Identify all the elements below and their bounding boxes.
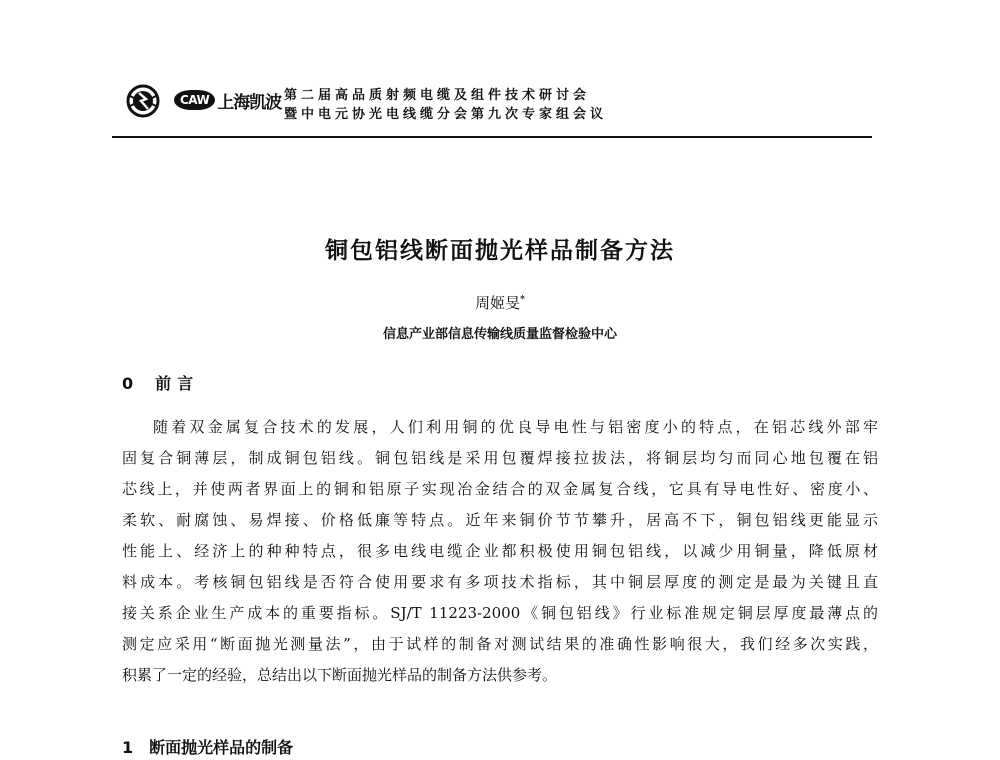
section-number: 1 <box>122 738 134 757</box>
paper-title: 铜包铝线断面抛光样品制备方法 <box>325 238 675 264</box>
paragraph-line: 芯线上，并使两者界面上的铜和铝原子实现冶金结合的双金属复合线，它具有导电性好、密度小、 <box>122 480 878 498</box>
paragraph-line: 随着双金属复合技术的发展，人们利用铜的优良导电性与铝密度小的特点，在铝芯线外部牢 <box>153 418 878 436</box>
conference-title-line1: 第二届高品质射频电缆及组件技术研讨会 <box>284 88 591 103</box>
sponsor-name: 上海凯波 <box>217 92 282 113</box>
conference-header <box>112 80 872 138</box>
conference-title-line2: 暨中电元协光电线缆分会第九次专家组会议 <box>284 107 608 122</box>
sponsor-logo <box>174 86 281 114</box>
conference-emblem-icon <box>126 84 160 118</box>
sponsor-badge: CAW <box>174 90 215 110</box>
header-divider <box>112 136 872 138</box>
author-name-text: 周姬旻 <box>475 294 521 312</box>
paragraph-line: 积累了一定的经验，总结出以下断面抛光样品的制备方法供参考。 <box>122 666 558 684</box>
section-heading-preparation <box>122 735 293 758</box>
introduction-paragraph <box>122 412 878 691</box>
paragraph-line: 固复合铜薄层，制成铜包铝线。铜包铝线是采用包覆焊接拉拔法，将铜层均匀而同心地包覆在铝 <box>122 449 878 467</box>
section-number: 0 <box>122 374 140 393</box>
paragraph-line: 料成本。考核铜包铝线是否符合使用要求有多项技术指标，其中铜层厚度的测定是最为关键且直 <box>122 573 878 591</box>
conference-title <box>284 86 607 124</box>
section-title: 断面抛光样品的制备 <box>149 738 294 757</box>
paragraph-line: 性能上、经济上的种种特点，很多电线电缆企业都积极使用铜包铝线，以减少用铜量，降低原材 <box>122 542 878 560</box>
paragraph-line: 接关系企业生产成本的重要指标。SJ/T 11223-2000《铜包铝线》行业标准规定铜层厚度最薄点的 <box>122 604 878 622</box>
paragraph-line: 柔软、耐腐蚀、易焊接、价格低廉等特点。近年来铜价节节攀升，居高不下，铜包铝线更能显示 <box>122 511 878 529</box>
author-name <box>0 292 1000 313</box>
author-affiliation: 信息产业部信息传输线质量监督检验中心 <box>382 327 617 342</box>
paragraph-line: 测定应采用“断面抛光测量法”，由于试样的制备对测试结果的准确性影响很大，我们经多次实践， <box>122 635 878 653</box>
author-footnote-mark: * <box>520 295 525 305</box>
section-heading-introduction <box>122 371 199 394</box>
section-title: 前言 <box>155 374 200 393</box>
